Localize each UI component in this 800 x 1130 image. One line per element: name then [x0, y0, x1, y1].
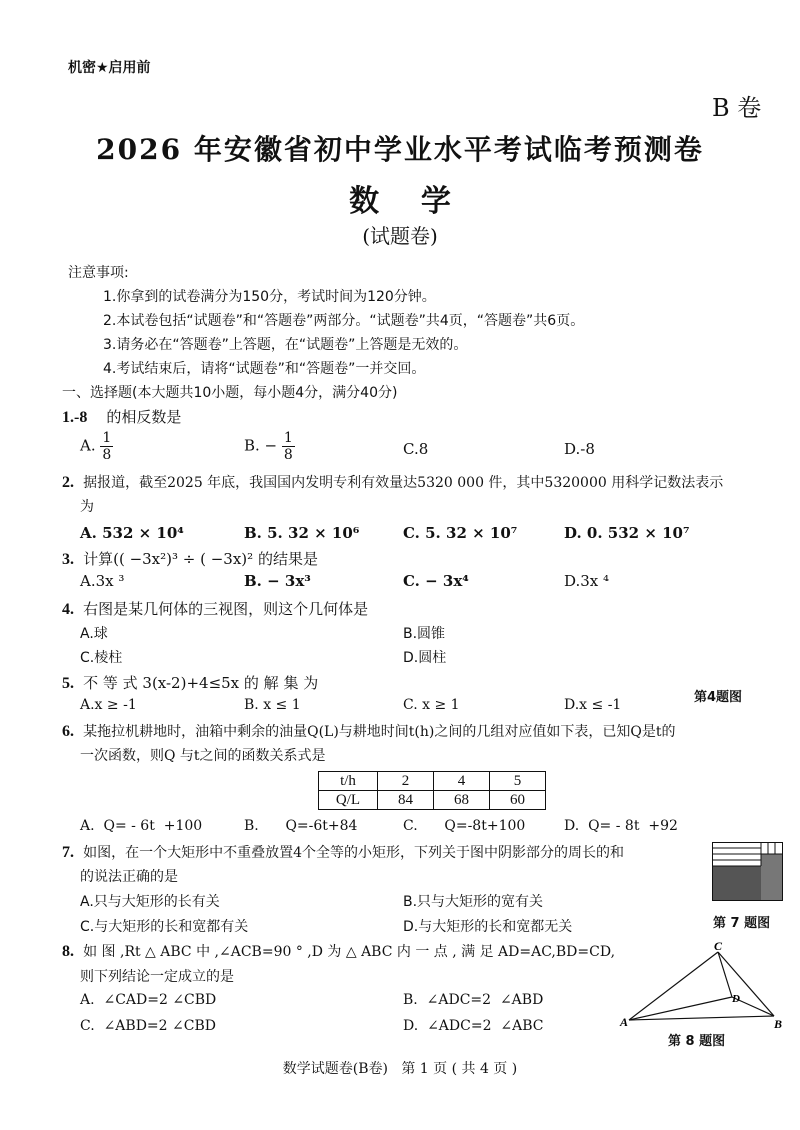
question-number: 3. [62, 551, 74, 568]
option-b: B. − 3x³ [244, 572, 311, 590]
notice-item: 3.请务必在“答题卷”上答题，在“试题卷”上答题是无效的。 [103, 337, 468, 353]
question-number: 6. [62, 723, 74, 740]
question-stem-cont: 则下列结论一定成立的是 [80, 969, 234, 985]
option-b [244, 430, 295, 463]
figure-8-triangle [616, 940, 788, 1032]
vertex-label-a: A [620, 1015, 629, 1029]
question-stem-cont: 一次函数，则Q 与t之间的函数关系式是 [80, 748, 326, 764]
notice-item: 2.本试卷包括“试题卷”和“答题卷”两部分。“试题卷”共4页，“答题卷”共6页。 [103, 313, 585, 329]
option-d: D.x ≤ -1 [564, 697, 622, 713]
option-c: C.与大矩形的长和宽都有关 [80, 919, 249, 935]
table-cell: 5 [490, 772, 546, 791]
option-c: C. Q=-8t+100 [403, 818, 526, 834]
question-8 [62, 941, 615, 961]
option-c: C.8 [403, 440, 429, 458]
table-cell: 60 [490, 791, 546, 810]
notice-item: 1.你拿到的试卷满分为150分，考试时间为120分钟。 [103, 289, 436, 305]
option-d: D. Q= - 8t +92 [564, 818, 678, 834]
option-b: B. Q=-6t+84 [244, 818, 358, 834]
data-table [318, 771, 546, 810]
option-c: C. 5. 32 × 10⁷ [403, 524, 518, 542]
question-4 [62, 598, 368, 619]
notice-item: 4.考试结束后，请将“试题卷”和“答题卷”一并交回。 [103, 361, 426, 377]
question-stem-cont: 的说法正确的是 [80, 869, 178, 885]
page-footer: 数学试题卷(B卷) 第 1 页 ( 共 4 页 ) [282, 1061, 518, 1077]
option-b: B. 5. 32 × 10⁶ [244, 524, 360, 542]
question-1 [62, 406, 181, 427]
option-b: B. ∠ADC=2 ∠ABD [403, 992, 544, 1008]
option-a: A.球 [80, 626, 108, 642]
option-b: B.只与大矩形的宽有关 [403, 894, 544, 910]
question-stem: 不 等 式 3(x-2)+4≤5x 的 解 集 为 [83, 674, 319, 692]
option-label: A. [80, 436, 96, 455]
option-b: B.圆锥 [403, 626, 446, 642]
option-d: D.圆柱 [403, 650, 447, 666]
numerator: 1 [102, 430, 112, 446]
numerator: 1 [283, 430, 293, 446]
table-cell: Q/L [319, 791, 378, 810]
exam-version: B 卷 [712, 94, 762, 122]
question-stem: 的相反数是 [106, 408, 182, 426]
question-number: 1.-8 [62, 409, 88, 426]
question-3 [62, 548, 318, 569]
table-row [319, 791, 546, 810]
option-d: D. 0. 532 × 10⁷ [564, 524, 690, 542]
paper-subtitle: (试题卷) [362, 224, 438, 248]
denominator: 8 [283, 447, 293, 463]
option-a: A.x ≥ -1 [80, 697, 137, 713]
question-7 [62, 842, 624, 862]
table-cell: 4 [434, 772, 490, 791]
figure-7-rectangles [712, 842, 786, 904]
option-a: A. Q= - 6t +100 [80, 818, 203, 834]
table-row [319, 772, 546, 791]
table-cell: t/h [319, 772, 378, 791]
subject-title: 数 学 [349, 184, 451, 219]
question-number: 2. [62, 474, 74, 491]
figure-4-caption: 第4题图 [694, 690, 743, 705]
question-number: 7. [62, 844, 74, 861]
question-stem: 如 图 ,Rt △ ABC 中 ,∠ACB=90 ° ,D 为 △ ABC 内 一 点 , 满 足 AD=AC,BD=CD, [83, 944, 616, 960]
denominator: 8 [102, 447, 112, 463]
option-d: D.与大矩形的长和宽都无关 [403, 919, 573, 935]
option-c: C. ∠ABD=2 ∠CBD [80, 1018, 216, 1034]
notice-heading: 注意事项: [68, 265, 129, 281]
question-stem: 某拖拉机耕地时，油箱中剩余的油量Q(L)与耕地时间t(h)之间的几组对应值如下表，已知Q是t的 [83, 724, 676, 740]
question-stem: 如图，在一个大矩形中不重叠放置4个全等的小矩形，下列关于图中阴影部分的周长的和 [83, 845, 624, 861]
vertex-label-d: D [732, 993, 740, 1005]
option-a: A.只与大矩形的长有关 [80, 894, 220, 910]
vertex-label-b: B [774, 1017, 783, 1031]
table-cell: 2 [378, 772, 434, 791]
figure-7-caption: 第 7 题图 [713, 916, 771, 931]
option-c: C.棱柱 [80, 650, 123, 666]
fraction [100, 430, 113, 463]
option-a: A.3x ³ [80, 572, 125, 590]
page-title: 2026 年安徽省初中学业水平考试临考预测卷 [96, 133, 704, 166]
option-d: D.3x ⁴ [564, 572, 610, 590]
question-number: 4. [62, 601, 74, 618]
confidential-label: 机密★启用前 [68, 60, 151, 76]
question-stem-cont: 为 [80, 499, 94, 515]
option-c: C. x ≥ 1 [403, 697, 460, 713]
question-number: 8. [62, 943, 74, 960]
question-2 [62, 472, 723, 492]
question-6 [62, 721, 675, 741]
table-cell: 68 [434, 791, 490, 810]
option-c: C. − 3x⁴ [403, 572, 469, 590]
table-cell: 84 [378, 791, 434, 810]
question-stem: 据报道，截至2025 年底，我国国内发明专利有效量达5320 000 件，其中5320000 用科学记数法表示 [83, 475, 724, 491]
option-a: A. ∠CAD=2 ∠CBD [80, 992, 217, 1008]
option-label: B. − [244, 436, 278, 455]
vertex-label-c: C [714, 940, 723, 953]
option-d: D. ∠ADC=2 ∠ABC [403, 1018, 544, 1034]
question-stem: 计算(( −3x²)³ ÷ ( −3x)² 的结果是 [83, 550, 318, 568]
option-b: B. x ≤ 1 [244, 697, 301, 713]
figure-8-caption: 第 8 题图 [668, 1034, 726, 1049]
option-d: D.-8 [564, 440, 595, 458]
option-a: A. 532 × 10⁴ [80, 524, 184, 542]
fraction [282, 430, 295, 463]
option-a [80, 430, 113, 463]
question-stem: 右图是某几何体的三视图，则这个几何体是 [83, 600, 369, 618]
question-5 [62, 672, 318, 693]
question-number: 5. [62, 675, 74, 692]
section-heading: 一、选择题(本大题共10小题，每小题4分，满分40分) [62, 385, 398, 401]
